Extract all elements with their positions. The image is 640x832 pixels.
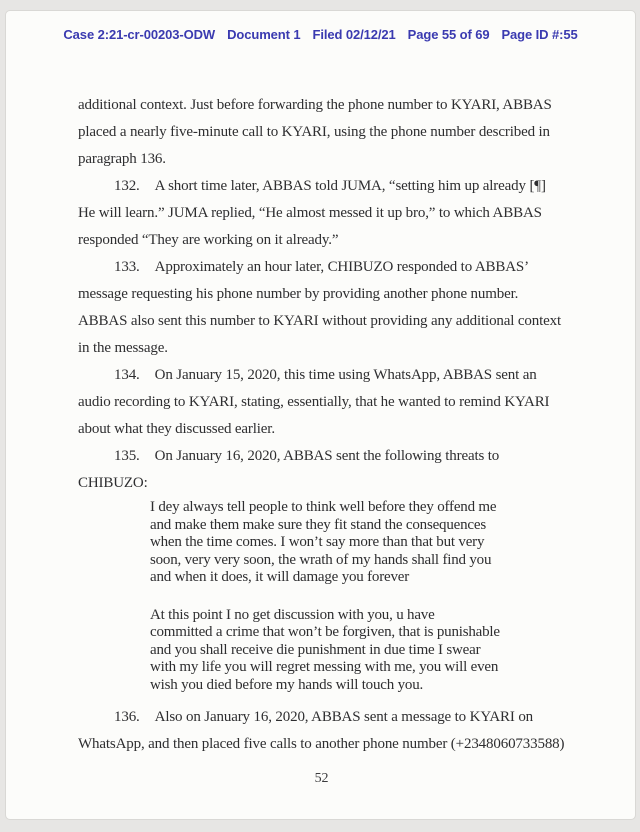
quote-block-threat-2: At this point I no get discussion with you, u have committed a crime that won’t be forgiven, that is punishable and you shall receive die punishment in due time I swear with my life you will regret messing with me, you will even wish you died before my hands will touch you. bbox=[150, 606, 500, 693]
page-id: Page ID #:55 bbox=[501, 27, 578, 42]
document-number: Document 1 bbox=[227, 27, 301, 42]
paragraph-text: On January 16, 2020, ABBAS sent the following threats to CHIBUZO: bbox=[78, 448, 500, 491]
document-page bbox=[5, 10, 636, 820]
paragraph-text: A short time later, ABBAS told JUMA, “setting him up already [¶] He will learn.” JUMA replied, “He almost messed it up bro,” to which ABBAS responded “They are working on it already.” bbox=[78, 178, 546, 248]
quote-block-threat-1: I dey always tell people to think well before they offend me and make them make sure they fit stand the consequences when the time comes. I won’t say more than that but very soon, very very soon, the wrath of my hands shall find you and when it does, it will damage you forever bbox=[150, 499, 497, 585]
paragraph-number: 132. bbox=[114, 178, 140, 194]
body-paragraph-136 bbox=[78, 704, 565, 758]
paragraph-text: Also on January 16, 2020, ABBAS sent a message to KYARI on WhatsApp, and then placed five calls to another phone number (+2348060733588) bbox=[78, 709, 565, 752]
case-number: Case 2:21-cr-00203-ODW bbox=[63, 27, 216, 42]
paragraph-number: 135. bbox=[114, 448, 140, 464]
body-paragraph-132 bbox=[78, 173, 565, 254]
case-header bbox=[6, 11, 635, 42]
paragraph-text: Approximately an hour later, CHIBUZO responded to ABBAS’ message requesting his phone number by providing another phone number. ABBAS also sent this number to KYARI without providing any additional context in the message. bbox=[78, 259, 561, 356]
page-number: 52 bbox=[314, 771, 329, 786]
filed-date: Filed 02/12/21 bbox=[312, 27, 396, 42]
document-body bbox=[78, 92, 565, 792]
paragraph-number: 136. bbox=[114, 709, 140, 725]
paragraph-text: additional context. Just before forwarding the phone number to KYARI, ABBAS placed a nearly five-minute call to KYARI, using the phone number described in paragraph 136. bbox=[78, 97, 552, 167]
page-count: Page 55 of 69 bbox=[407, 27, 490, 42]
body-paragraph-continuation bbox=[78, 92, 565, 173]
paragraph-number: 133. bbox=[114, 259, 140, 275]
body-paragraph-133 bbox=[78, 254, 565, 362]
body-paragraph-135 bbox=[78, 443, 565, 497]
paragraph-text: On January 15, 2020, this time using WhatsApp, ABBAS sent an audio recording to KYARI, stating, essentially, that he wanted to remind KYARI about what they discussed earlier. bbox=[78, 367, 550, 437]
page-number-footer bbox=[78, 765, 565, 792]
body-paragraph-134 bbox=[78, 362, 565, 443]
paragraph-number: 134. bbox=[114, 367, 140, 383]
